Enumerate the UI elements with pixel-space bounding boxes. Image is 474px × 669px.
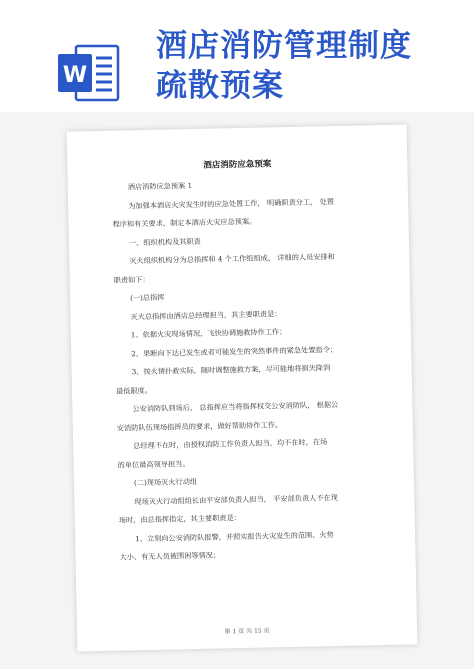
document-line: 2、果断向下达已发生或者可能发生的突然事件的紧急处置指令； <box>131 344 338 358</box>
document-line: 酒店消防应急预案 1 <box>127 181 193 192</box>
document-line: 安消防队伍现场指挥员的要求，做好帮助协作工作。 <box>116 419 283 433</box>
word-document-icon <box>58 44 120 102</box>
page-number: 第 1 页 共 15 页 <box>224 627 270 636</box>
banner-title-line-2: 疏散预案 <box>156 68 284 104</box>
document-line: 灭火总指挥由酒店总经理担当，其主要职责是： <box>130 308 282 321</box>
document-line: 大小、有无人员被围困等情况； <box>119 550 221 562</box>
document-line: 最低限度。 <box>115 385 153 396</box>
document-line: 公安消防队到场后， 总指挥应当将指挥权交公安消防队， 根据公 <box>132 399 339 414</box>
document-heading: 酒店消防应急预案 <box>203 159 272 171</box>
document-line: 1、依据火灾现场情况，飞快协调施救协作工作； <box>130 327 287 340</box>
banner-title-line-1: 酒店消防管理制度 <box>156 28 412 64</box>
document-line: (二)现场灭火行动组 <box>133 476 198 488</box>
document-body <box>112 177 384 571</box>
document-line: 为加强本酒店火灾发生时的应急处置工作， 明确职责分工， 处置 <box>128 196 335 210</box>
document-line: 职责如下： <box>113 274 150 285</box>
document-line: 一、组织机构及其职责 <box>128 236 201 247</box>
document-line: 程序和有关要求，制定本酒店火灾应急预案。 <box>112 216 257 229</box>
document-line: 总经理不在时，由授权消防工作负责人担当，均不在时，在场 <box>133 437 328 451</box>
document-page <box>67 124 418 651</box>
document-line: (一)总指挥 <box>129 292 165 303</box>
document-line: 1、立刻向公安消防队报警，并照实报告火灾发生的范围、火势 <box>135 529 334 543</box>
title-banner <box>0 0 474 112</box>
banner-title <box>156 26 456 106</box>
word-icon-letter: W <box>62 63 88 88</box>
document-line: 3、按火情扑救实际，随时调整施救方案，尽可能地将损失降到 <box>131 363 331 377</box>
document-line: 场时，由总指挥指定，其主要职责是： <box>118 513 242 525</box>
document-line: 灭火组织机构分为总指挥和 4 个工作组组成， 详细的人员安排和 <box>129 252 335 266</box>
document-line: 的单位最高领导担当。 <box>117 458 190 470</box>
document-line: 现场灭火行动组组长由平安部负责人担当， 平安部负责人不在现 <box>134 492 338 506</box>
